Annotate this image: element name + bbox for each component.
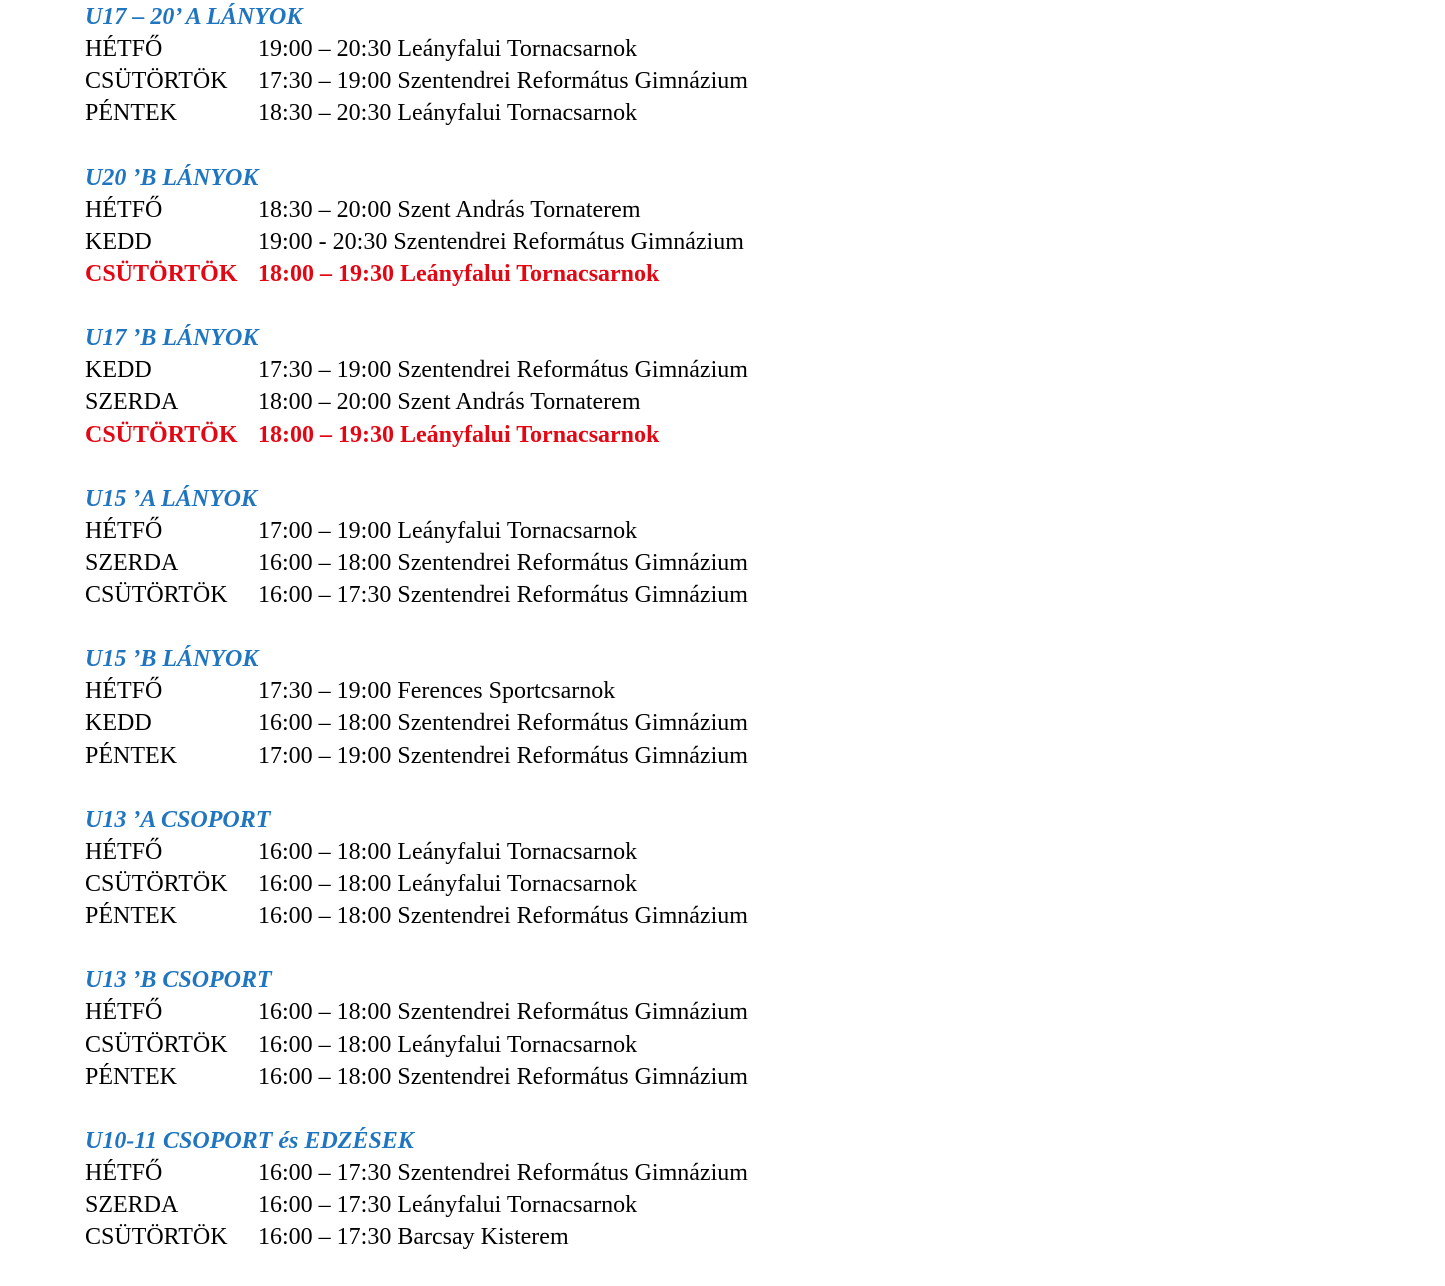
- time-range: 17:30 – 19:00: [258, 68, 392, 95]
- time-range: 17:00 – 19:00: [258, 742, 392, 769]
- schedule-group: [85, 804, 985, 933]
- group-title: U13 ’B CSOPORT: [85, 967, 272, 994]
- time-range: 19:00 – 20:30: [258, 36, 392, 62]
- day-label: HÉTFŐ: [85, 999, 163, 1026]
- group-rows: [85, 675, 985, 772]
- group-rows: [85, 1157, 985, 1254]
- venue-name: Leányfalui Tornacsarnok: [397, 1192, 638, 1219]
- day-label: CSÜTÖRTÖK: [85, 1224, 228, 1251]
- group-title: U17 ’B LÁNYOK: [85, 325, 259, 352]
- venue-name: Szent András Tornaterem: [397, 389, 641, 416]
- venue-name: Szentendrei Református Gimnázium: [397, 742, 748, 769]
- venue-name: Szentendrei Református Gimnázium: [397, 1063, 748, 1090]
- schedule-row: [85, 226, 985, 258]
- group-title: U10-11 CSOPORT és EDZÉSEK: [85, 1127, 414, 1154]
- venue-name: Leányfalui Tornacsarnok: [399, 421, 660, 448]
- venue-name: Szentendrei Református Gimnázium: [397, 1159, 748, 1186]
- schedule-group: [85, 162, 985, 291]
- time-range: 16:00 – 18:00: [258, 710, 392, 737]
- venue-name: Szentendrei Református Gimnázium: [397, 710, 748, 737]
- schedule-row-highlighted: [85, 258, 985, 290]
- schedule-group: [85, 1125, 985, 1254]
- venue-name: Szentendrei Református Gimnázium: [397, 549, 748, 576]
- time-range: 17:30 – 19:00: [258, 357, 392, 384]
- group-rows: [85, 33, 985, 130]
- venue-name: Leányfalui Tornacsarnok: [397, 1031, 638, 1058]
- venue-name: Leányfalui Tornacsarnok: [397, 838, 638, 865]
- time-range: 16:00 – 18:00: [258, 1063, 392, 1090]
- time-range: 19:00 - 20:30: [258, 228, 388, 255]
- schedule-row: [85, 33, 985, 65]
- schedule-row: [85, 547, 985, 579]
- time-range: 18:00 – 19:30: [258, 260, 394, 287]
- schedule-row: [85, 386, 985, 418]
- venue-name: Szentendrei Református Gimnázium: [397, 999, 748, 1026]
- time-range: 16:00 – 18:00: [258, 1031, 392, 1058]
- venue-name: Szentendrei Református Gimnázium: [393, 228, 744, 255]
- schedule-group: [85, 964, 985, 1093]
- day-label: KEDD: [85, 228, 152, 255]
- day-label: CSÜTÖRTÖK: [85, 421, 238, 448]
- venue-name: Szentendrei Református Gimnázium: [397, 903, 748, 930]
- schedule-row: [85, 515, 985, 547]
- schedule-row: [85, 65, 985, 97]
- schedule-row: [85, 1221, 985, 1253]
- day-label: HÉTFŐ: [85, 36, 163, 62]
- schedule-row: [85, 1029, 985, 1061]
- schedule-row: [85, 996, 985, 1028]
- group-rows: [85, 354, 985, 451]
- schedule-row: [85, 836, 985, 868]
- venue-name: Szent András Tornaterem: [397, 196, 641, 223]
- day-label: PÉNTEK: [85, 742, 177, 769]
- venue-name: Leányfalui Tornacsarnok: [397, 36, 638, 62]
- day-label: CSÜTÖRTÖK: [85, 582, 228, 609]
- day-label: HÉTFŐ: [85, 1159, 163, 1186]
- time-range: 18:00 – 19:30: [258, 421, 394, 448]
- day-label: HÉTFŐ: [85, 838, 163, 865]
- group-rows: [85, 194, 985, 291]
- venue-name: Ferences Sportcsarnok: [397, 678, 616, 705]
- schedule-row-highlighted: [85, 419, 985, 451]
- group-rows: [85, 515, 985, 612]
- day-label: HÉTFŐ: [85, 678, 163, 705]
- time-range: 16:00 – 17:30: [258, 1159, 392, 1186]
- day-label: HÉTFŐ: [85, 517, 163, 544]
- group-rows: [85, 996, 985, 1093]
- venue-name: Leányfalui Tornacsarnok: [399, 260, 660, 287]
- schedule-row: [85, 868, 985, 900]
- venue-name: Leányfalui Tornacsarnok: [397, 871, 638, 897]
- group-title: U13 ’A CSOPORT: [85, 806, 271, 833]
- day-label: SZERDA: [85, 1192, 179, 1219]
- schedule-row: [85, 740, 985, 772]
- time-range: 18:30 – 20:00: [258, 196, 392, 223]
- day-label: HÉTFŐ: [85, 196, 163, 223]
- venue-name: Szentendrei Református Gimnázium: [397, 357, 748, 384]
- time-range: 16:00 – 18:00: [258, 871, 392, 897]
- day-label: PÉNTEK: [85, 100, 177, 127]
- time-range: 18:00 – 20:00: [258, 389, 392, 416]
- schedule-row: [85, 194, 985, 226]
- day-label: CSÜTÖRTÖK: [85, 871, 228, 897]
- day-label: PÉNTEK: [85, 903, 177, 930]
- day-label: KEDD: [85, 357, 152, 384]
- day-label: CSÜTÖRTÖK: [85, 260, 238, 287]
- time-range: 16:00 – 18:00: [258, 903, 392, 930]
- schedule-group: [85, 483, 985, 612]
- schedule-group: [85, 643, 985, 772]
- schedule-row: [85, 354, 985, 386]
- group-title: U15 ’A LÁNYOK: [85, 485, 258, 512]
- time-range: 16:00 – 18:00: [258, 838, 392, 865]
- time-range: 17:00 – 19:00: [258, 517, 392, 544]
- group-title: U20 ’B LÁNYOK: [85, 164, 259, 191]
- training-schedule: [85, 1, 985, 1286]
- venue-name: Leányfalui Tornacsarnok: [397, 100, 638, 127]
- venue-name: Barcsay Kisterem: [397, 1224, 569, 1251]
- day-label: CSÜTÖRTÖK: [85, 68, 228, 95]
- schedule-row: [85, 579, 985, 611]
- time-range: 16:00 – 18:00: [258, 549, 392, 576]
- schedule-group: [85, 1, 985, 130]
- day-label: SZERDA: [85, 549, 179, 576]
- venue-name: Leányfalui Tornacsarnok: [397, 517, 638, 544]
- day-label: PÉNTEK: [85, 1063, 177, 1090]
- group-rows: [85, 836, 985, 933]
- time-range: 16:00 – 17:30: [258, 1192, 392, 1219]
- time-range: 17:30 – 19:00: [258, 678, 392, 705]
- venue-name: Szentendrei Református Gimnázium: [397, 68, 748, 95]
- schedule-row: [85, 1189, 985, 1221]
- group-title: U17 – 20’ A LÁNYOK: [85, 4, 303, 30]
- schedule-row: [85, 1061, 985, 1093]
- schedule-group: [85, 322, 985, 451]
- venue-name: Szentendrei Református Gimnázium: [397, 582, 748, 609]
- group-title: U15 ’B LÁNYOK: [85, 646, 259, 673]
- schedule-row: [85, 675, 985, 707]
- day-label: KEDD: [85, 710, 152, 737]
- schedule-row: [85, 97, 985, 129]
- schedule-row: [85, 900, 985, 932]
- time-range: 18:30 – 20:30: [258, 100, 392, 127]
- day-label: SZERDA: [85, 389, 179, 416]
- schedule-row: [85, 707, 985, 739]
- time-range: 16:00 – 17:30: [258, 1224, 392, 1251]
- time-range: 16:00 – 17:30: [258, 582, 392, 609]
- day-label: CSÜTÖRTÖK: [85, 1031, 228, 1058]
- time-range: 16:00 – 18:00: [258, 999, 392, 1026]
- schedule-row: [85, 1157, 985, 1189]
